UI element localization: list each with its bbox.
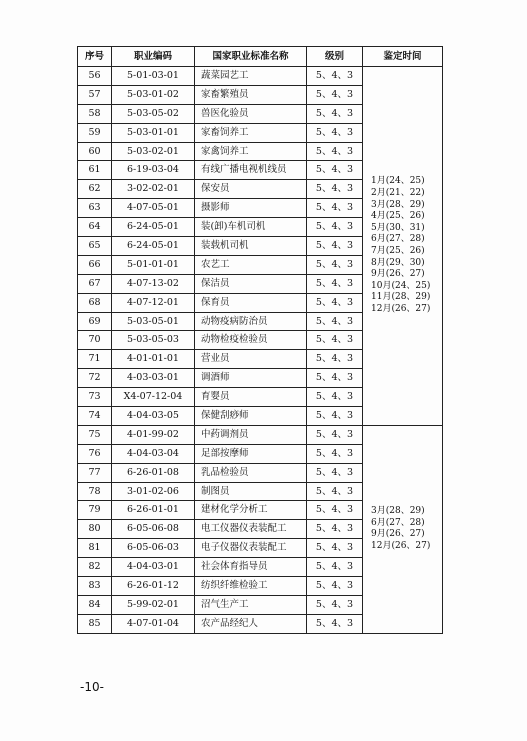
appraisal-time-line: 5月(30、31)	[371, 222, 425, 233]
level-cell: 5、4、3	[307, 595, 363, 614]
occupation-code-cell: 5-03-01-02	[112, 85, 195, 104]
serial-number-cell: 82	[78, 558, 112, 577]
serial-number-cell: 74	[78, 407, 112, 426]
standard-name-cell: 保健刮痧师	[195, 407, 307, 426]
level-cell: 5、4、3	[307, 482, 363, 501]
appraisal-time-line: 8月(29、30)	[371, 257, 425, 268]
level-cell: 5、4、3	[307, 85, 363, 104]
standard-name-cell: 建材化学分析工	[195, 501, 307, 520]
occupation-code-cell: 4-01-99-02	[112, 425, 195, 444]
occupation-code-cell: 3-01-02-06	[112, 482, 195, 501]
occupation-code-cell: 5-03-05-01	[112, 312, 195, 331]
level-cell: 5、4、3	[307, 444, 363, 463]
occupation-code-cell: 4-04-03-05	[112, 407, 195, 426]
serial-number-cell: 72	[78, 369, 112, 388]
appraisal-time-line: 4月(25、26)	[371, 211, 425, 222]
level-cell: 5、4、3	[307, 520, 363, 539]
level-cell: 5、4、3	[307, 407, 363, 426]
serial-number-cell: 59	[78, 123, 112, 142]
serial-number-cell: 66	[78, 255, 112, 274]
occupation-code-cell: 4-04-03-04	[112, 444, 195, 463]
header-serial-number: 序号	[78, 47, 112, 67]
occupation-code-cell: 5-01-03-01	[112, 67, 195, 86]
standard-name-cell: 装载机司机	[195, 237, 307, 256]
standard-name-cell: 电工仪器仪表装配工	[195, 520, 307, 539]
table-body	[78, 67, 443, 634]
standard-name-cell: 农艺工	[195, 255, 307, 274]
level-cell: 5、4、3	[307, 199, 363, 218]
occupation-code-cell: 6-05-06-03	[112, 539, 195, 558]
occupation-code-cell: 4-07-05-01	[112, 199, 195, 218]
standard-name-cell: 营业员	[195, 350, 307, 369]
appraisal-time-line: 6月(27、28)	[371, 517, 425, 528]
level-cell: 5、4、3	[307, 123, 363, 142]
level-cell: 5、4、3	[307, 255, 363, 274]
header-level: 级别	[307, 47, 363, 67]
serial-number-cell: 68	[78, 293, 112, 312]
appraisal-time-line: 12月(26、27)	[371, 540, 431, 551]
serial-number-cell: 62	[78, 180, 112, 199]
serial-number-cell: 71	[78, 350, 112, 369]
appraisal-time-line: 9月(26、27)	[371, 529, 425, 540]
appraisal-time-line: 6月(27、28)	[371, 234, 425, 245]
serial-number-cell: 78	[78, 482, 112, 501]
serial-number-cell: 63	[78, 199, 112, 218]
standard-name-cell: 制图员	[195, 482, 307, 501]
standard-name-cell: 有线广播电视机线员	[195, 161, 307, 180]
standard-name-cell: 纺织纤维检验工	[195, 577, 307, 596]
standard-name-cell: 沼气生产工	[195, 595, 307, 614]
appraisal-time-line: 7月(25、26)	[371, 245, 425, 256]
level-cell: 5、4、3	[307, 388, 363, 407]
serial-number-cell: 58	[78, 104, 112, 123]
occupation-table	[77, 46, 443, 634]
serial-number-cell: 81	[78, 539, 112, 558]
serial-number-cell: 85	[78, 614, 112, 633]
level-cell: 5、4、3	[307, 331, 363, 350]
level-cell: 5、4、3	[307, 104, 363, 123]
level-cell: 5、4、3	[307, 274, 363, 293]
appraisal-time-line: 1月(24、25)	[371, 176, 425, 187]
occupation-code-cell: 6-26-01-01	[112, 501, 195, 520]
standard-name-cell: 调酒师	[195, 369, 307, 388]
level-cell: 5、4、3	[307, 67, 363, 86]
standard-name-cell: 兽医化验员	[195, 104, 307, 123]
standard-name-cell: 电子仪器仪表装配工	[195, 539, 307, 558]
serial-number-cell: 69	[78, 312, 112, 331]
serial-number-cell: 76	[78, 444, 112, 463]
standard-name-cell: 育婴员	[195, 388, 307, 407]
standard-name-cell: 摄影师	[195, 199, 307, 218]
level-cell: 5、4、3	[307, 558, 363, 577]
serial-number-cell: 61	[78, 161, 112, 180]
standard-name-cell: 动物检疫检验员	[195, 331, 307, 350]
serial-number-cell: 75	[78, 425, 112, 444]
occupation-code-cell: 3-02-02-01	[112, 180, 195, 199]
occupation-code-cell: 6-05-06-08	[112, 520, 195, 539]
occupation-code-cell: 5-03-05-02	[112, 104, 195, 123]
header-standard-name: 国家职业标准名称	[195, 47, 307, 67]
table-header-row	[78, 47, 443, 67]
occupation-code-cell: 5-01-01-01	[112, 255, 195, 274]
standard-name-cell: 动物疫病防治员	[195, 312, 307, 331]
serial-number-cell: 67	[78, 274, 112, 293]
level-cell: 5、4、3	[307, 577, 363, 596]
level-cell: 5、4、3	[307, 539, 363, 558]
occupation-code-cell: 4-04-03-01	[112, 558, 195, 577]
appraisal-time-line: 10月(24、25)	[371, 280, 431, 291]
occupation-code-cell: 5-03-02-01	[112, 142, 195, 161]
page-number: -10-	[80, 680, 104, 694]
level-cell: 5、4、3	[307, 312, 363, 331]
standard-name-cell: 装(卸)车机司机	[195, 218, 307, 237]
level-cell: 5、4、3	[307, 350, 363, 369]
standard-name-cell: 农产品经纪人	[195, 614, 307, 633]
level-cell: 5、4、3	[307, 463, 363, 482]
occupation-code-cell: 6-24-05-01	[112, 218, 195, 237]
table-row	[78, 425, 443, 444]
standard-name-cell: 家畜繁殖员	[195, 85, 307, 104]
serial-number-cell: 64	[78, 218, 112, 237]
serial-number-cell: 65	[78, 237, 112, 256]
level-cell: 5、4、3	[307, 180, 363, 199]
serial-number-cell: 80	[78, 520, 112, 539]
appraisal-time-line: 9月(26、27)	[371, 269, 425, 280]
appraisal-time-line: 2月(21、22)	[371, 187, 425, 198]
serial-number-cell: 70	[78, 331, 112, 350]
level-cell: 5、4、3	[307, 161, 363, 180]
standard-name-cell: 足部按摩师	[195, 444, 307, 463]
standard-name-cell: 中药调剂员	[195, 425, 307, 444]
level-cell: 5、4、3	[307, 501, 363, 520]
serial-number-cell: 83	[78, 577, 112, 596]
serial-number-cell: 56	[78, 67, 112, 86]
serial-number-cell: 79	[78, 501, 112, 520]
serial-number-cell: 84	[78, 595, 112, 614]
occupation-code-cell: 4-01-01-01	[112, 350, 195, 369]
level-cell: 5、4、3	[307, 614, 363, 633]
header-occupation-code: 职业编码	[112, 47, 195, 67]
serial-number-cell: 57	[78, 85, 112, 104]
occupation-code-cell: 4-07-12-01	[112, 293, 195, 312]
appraisal-time-line: 3月(28、29)	[371, 506, 425, 517]
standard-name-cell: 家畜饲养工	[195, 123, 307, 142]
appraisal-time-line: 12月(26、27)	[371, 303, 431, 314]
standard-name-cell: 保育员	[195, 293, 307, 312]
appraisal-time-line: 11月(28、29)	[371, 292, 431, 303]
table-row	[78, 67, 443, 86]
standard-name-cell: 家禽饲养工	[195, 142, 307, 161]
standard-name-cell: 蔬菜园艺工	[195, 67, 307, 86]
standard-name-cell: 保安员	[195, 180, 307, 199]
occupation-code-cell: 6-26-01-08	[112, 463, 195, 482]
appraisal-time-line: 3月(28、29)	[371, 199, 425, 210]
occupation-code-cell: 6-26-01-12	[112, 577, 195, 596]
header-appraisal-time: 鉴定时间	[363, 47, 443, 67]
level-cell: 5、4、3	[307, 369, 363, 388]
level-cell: 5、4、3	[307, 218, 363, 237]
standard-name-cell: 保洁员	[195, 274, 307, 293]
level-cell: 5、4、3	[307, 142, 363, 161]
occupation-code-cell: 6-24-05-01	[112, 237, 195, 256]
serial-number-cell: 73	[78, 388, 112, 407]
occupation-code-cell: 6-19-03-04	[112, 161, 195, 180]
level-cell: 5、4、3	[307, 425, 363, 444]
serial-number-cell: 60	[78, 142, 112, 161]
occupation-code-cell: 4-07-01-04	[112, 614, 195, 633]
occupation-code-cell: 5-99-02-01	[112, 595, 195, 614]
occupation-code-cell: 5-03-05-03	[112, 331, 195, 350]
level-cell: 5、4、3	[307, 293, 363, 312]
occupation-code-cell: X4-07-12-04	[112, 388, 195, 407]
occupation-code-cell: 5-03-01-01	[112, 123, 195, 142]
standard-name-cell: 社会体育指导员	[195, 558, 307, 577]
appraisal-time-cell	[363, 425, 443, 633]
occupation-code-cell: 4-03-03-01	[112, 369, 195, 388]
level-cell: 5、4、3	[307, 237, 363, 256]
occupation-code-cell: 4-07-13-02	[112, 274, 195, 293]
serial-number-cell: 77	[78, 463, 112, 482]
standard-name-cell: 乳品检验员	[195, 463, 307, 482]
appraisal-time-cell	[363, 67, 443, 426]
